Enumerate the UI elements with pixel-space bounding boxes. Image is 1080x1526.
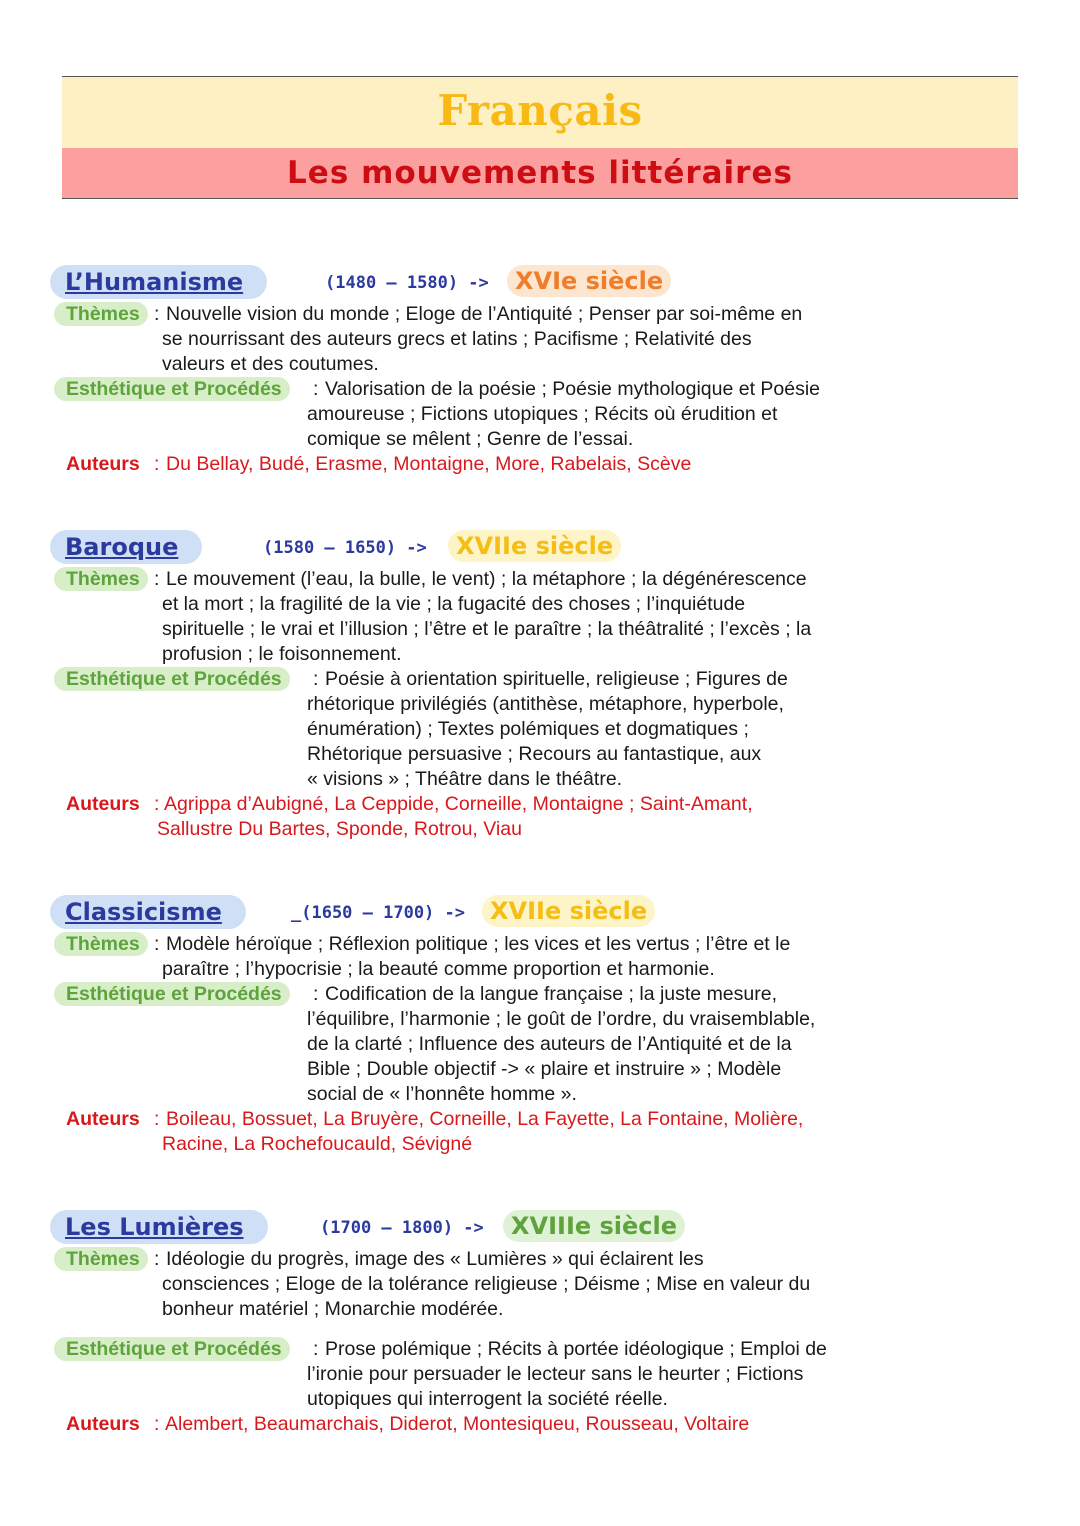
themes-label: Thèmes	[54, 1247, 148, 1271]
auteurs-label: Auteurs	[66, 1413, 140, 1435]
movement-dates: _(1650 – 1700) ->	[291, 903, 465, 923]
page-header	[62, 76, 1018, 199]
esthetique-label: Esthétique et Procédés	[54, 377, 290, 401]
section-classicisme	[0, 895, 1080, 1155]
section-les-lumieres	[0, 1210, 1080, 1435]
esthetique-line: utopiques qui interrogent la société réelle.	[307, 1388, 668, 1410]
auteurs-label: Auteurs	[66, 1108, 140, 1130]
esthetique-line: Poésie à orientation spirituelle, religieuse ; Figures de	[325, 668, 788, 690]
themes-label: Thèmes	[54, 932, 148, 956]
themes-line: Le mouvement (l’eau, la bulle, le vent) ; la métaphore ; la dégénérescence	[166, 568, 807, 590]
century-badge: XVIIe siècle	[482, 895, 655, 927]
themes-line: consciences ; Eloge de la tolérance religieuse ; Déisme ; Mise en valeur du	[162, 1273, 811, 1295]
themes-line: Modèle héroïque ; Réflexion politique ; les vices et les vertus ; l’être et le	[166, 933, 791, 955]
century-badge: XVIIIe siècle	[503, 1210, 685, 1242]
esthetique-line: comique se mêlent ; Genre de l’essai.	[307, 428, 634, 450]
themes-label: Thèmes	[54, 302, 148, 326]
esthetique-label: Esthétique et Procédés	[54, 1337, 290, 1361]
auteurs-colon: :	[154, 1108, 160, 1130]
auteurs-line: Agrippa d’Aubigné, La Ceppide, Corneille, Montaigne ; Saint-Amant,	[164, 793, 753, 815]
page-subtitle: Les mouvements littéraires	[287, 155, 793, 191]
esthetique-colon: :	[313, 668, 319, 690]
movement-dates: (1700 – 1800) ->	[320, 1218, 484, 1238]
auteurs-line: Du Bellay, Budé, Erasme, Montaigne, More, Rabelais, Scève	[166, 453, 692, 475]
section-title-row	[0, 895, 1080, 931]
movement-title-pill	[50, 265, 267, 299]
section-l-humanisme	[0, 265, 1080, 475]
esthetique-line: amoureuse ; Fictions utopiques ; Récits où érudition et	[307, 403, 778, 425]
section-baroque	[0, 530, 1080, 840]
movement-title-pill	[50, 895, 246, 929]
esthetique-line: Prose polémique ; Récits à portée idéologique ; Emploi de	[325, 1338, 827, 1360]
esthetique-colon: :	[313, 983, 319, 1005]
esthetique-line: Valorisation de la poésie ; Poésie mythologique et Poésie	[325, 378, 821, 400]
auteurs-colon: :	[154, 453, 160, 475]
subject-banner	[62, 77, 1018, 148]
auteurs-line: Racine, La Rochefoucauld, Sévigné	[162, 1133, 473, 1155]
movement-title-pill	[50, 1210, 268, 1244]
themes-line: spirituelle ; le vrai et l’illusion ; l’être et le paraître ; la théâtralité ; l’excès ; la	[162, 618, 812, 640]
esthetique-line: l’équilibre, l’harmonie ; le goût de l’ordre, du vraisemblable,	[307, 1008, 816, 1030]
esthetique-line: Rhétorique persuasive ; Recours au fantastique, aux	[307, 743, 762, 765]
themes-colon: :	[154, 303, 160, 325]
esthetique-line: de la clarté ; Influence des auteurs de l’Antiquité et de la	[307, 1033, 792, 1055]
themes-line: profusion ; le foisonnement.	[162, 643, 402, 665]
themes-line: se nourrissant des auteurs grecs et latins ; Pacifisme ; Relativité des	[162, 328, 752, 350]
themes-label: Thèmes	[54, 567, 148, 591]
esthetique-colon: :	[313, 1338, 319, 1360]
esthetique-colon: :	[313, 378, 319, 400]
themes-colon: :	[154, 1248, 160, 1270]
auteurs-label: Auteurs	[66, 453, 140, 475]
subject-title: Français	[437, 86, 643, 135]
auteurs-colon: :	[154, 793, 160, 815]
auteurs-label: Auteurs	[66, 793, 140, 815]
movement-dates: (1480 – 1580) ->	[325, 273, 489, 293]
esthetique-line: rhétorique privilégiés (antithèse, métaphore, hyperbole,	[307, 693, 784, 715]
themes-colon: :	[154, 568, 160, 590]
esthetique-line: « visions » ; Théâtre dans le théâtre.	[307, 768, 623, 790]
esthetique-line: social de « l’honnête homme ».	[307, 1083, 577, 1105]
movement-dates: (1580 – 1650) ->	[263, 538, 427, 558]
esthetique-line: Codification de la langue française ; la juste mesure,	[325, 983, 778, 1005]
themes-line: Nouvelle vision du monde ; Eloge de l’Antiquité ; Penser par soi-même en	[166, 303, 803, 325]
esthetique-label: Esthétique et Procédés	[54, 667, 290, 691]
subtitle-banner	[62, 148, 1018, 198]
themes-line: Idéologie du progrès, image des « Lumières » qui éclairent les	[166, 1248, 704, 1270]
auteurs-line: Boileau, Bossuet, La Bruyère, Corneille, La Fayette, La Fontaine, Molière,	[166, 1108, 804, 1130]
themes-line: paraître ; l’hypocrisie ; la beauté comme proportion et harmonie.	[162, 958, 715, 980]
section-title-row	[0, 530, 1080, 566]
esthetique-line: énumération) ; Textes polémiques et dogmatiques ;	[307, 718, 749, 740]
themes-line: valeurs et des coutumes.	[162, 353, 379, 375]
century-badge: XVIIe siècle	[448, 530, 621, 562]
themes-line: et la mort ; la fragilité de la vie ; la fugacité des choses ; l’inquiétude	[162, 593, 746, 615]
themes-colon: :	[154, 933, 160, 955]
auteurs-colon: :	[154, 1413, 160, 1435]
esthetique-line: Bible ; Double objectif -> « plaire et instruire » ; Modèle	[307, 1058, 782, 1080]
movement-title: Les Lumières	[65, 1213, 244, 1241]
movement-title-pill	[50, 530, 202, 564]
century-badge: XVIe siècle	[507, 265, 671, 297]
section-title-row	[0, 265, 1080, 301]
esthetique-line: l’ironie pour persuader le lecteur sans le heurter ; Fictions	[307, 1363, 804, 1385]
auteurs-line: Sallustre Du Bartes, Sponde, Rotrou, Viau	[157, 818, 522, 840]
esthetique-label: Esthétique et Procédés	[54, 982, 290, 1006]
section-title-row	[0, 1210, 1080, 1246]
movement-title: L’Humanisme	[65, 268, 244, 296]
movement-title: Baroque	[65, 533, 179, 561]
movement-title: Classicisme	[65, 898, 222, 926]
themes-line: bonheur matériel ; Monarchie modérée.	[162, 1298, 504, 1320]
auteurs-line: Alembert, Beaumarchais, Diderot, Montesiqueu, Rousseau, Voltaire	[165, 1413, 750, 1435]
